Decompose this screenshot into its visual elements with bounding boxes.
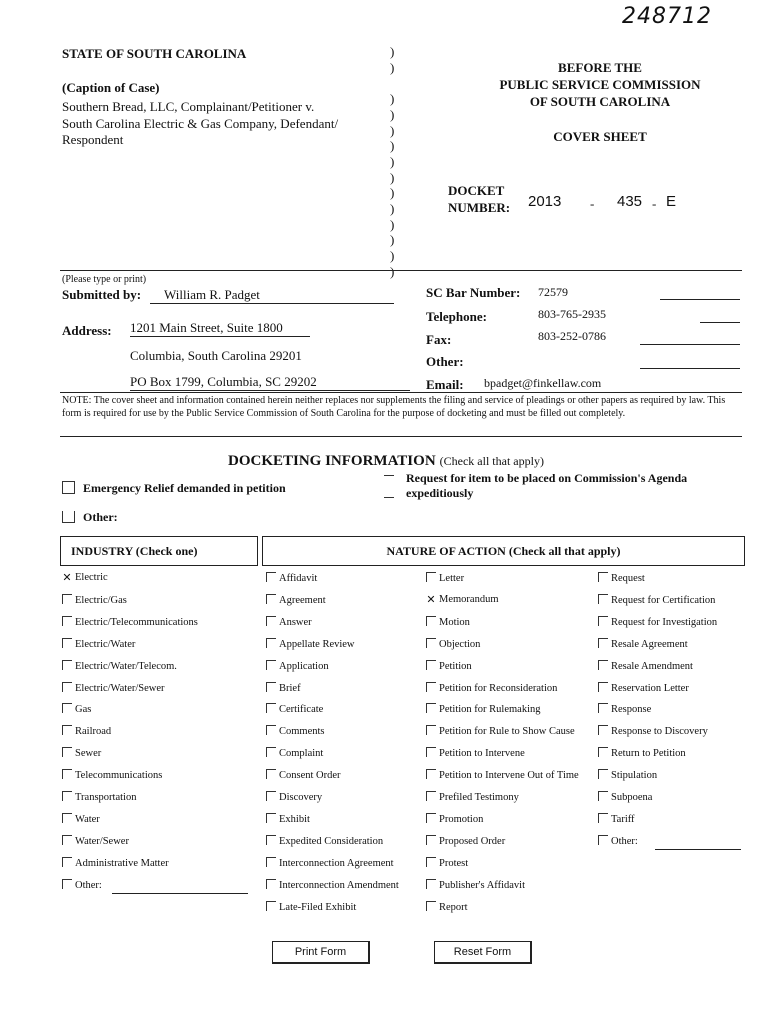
emergency-relief-checkbox[interactable] <box>62 481 75 494</box>
nature-label: Memorandum <box>439 593 499 605</box>
nature-checkbox[interactable] <box>426 703 436 713</box>
industry-option-electric-water-sewer[interactable] <box>62 682 165 694</box>
nature-option-reservation-letter[interactable] <box>598 682 689 694</box>
docket-separator: - <box>652 196 657 211</box>
nature-label: Prefiled Testimony <box>439 792 519 803</box>
nature-header: NATURE OF ACTION (Check all that apply) <box>386 544 621 558</box>
industry-option-electric-gas[interactable] <box>62 594 127 606</box>
nature-checkbox[interactable] <box>426 572 436 582</box>
nature-option-discovery[interactable] <box>266 791 322 803</box>
docketing-other-option[interactable]: Other: <box>62 510 118 525</box>
industry-option-transportation[interactable] <box>62 791 136 803</box>
nature-label: Motion <box>439 616 470 628</box>
industry-label: Electric/Gas <box>75 594 127 606</box>
nature-label: Resale Agreement <box>611 638 688 650</box>
nature-label: Interconnection Agreement <box>279 857 394 869</box>
nature-checkbox[interactable] <box>598 769 608 779</box>
docketing-other-checkbox[interactable] <box>62 511 75 523</box>
nature-checkbox[interactable] <box>598 572 608 582</box>
parenthesis-column: ) ) ) ) ) ) ) ) ) ) ) ) ) ) <box>390 44 395 279</box>
industry-label: Electric/Telecommunications <box>75 616 198 628</box>
nature-checkbox[interactable] <box>598 835 608 845</box>
other-contact-label: Other: <box>426 354 464 369</box>
submitted-by-label: Submitted by: <box>62 287 142 302</box>
nature-checkbox[interactable] <box>598 725 608 735</box>
nature-checkbox[interactable] <box>598 747 608 757</box>
industry-option-other[interactable] <box>62 879 102 891</box>
nature-checkbox[interactable] <box>266 835 276 845</box>
industry-label: Electric/Water/Sewer <box>75 682 165 694</box>
nature-option-affidavit[interactable] <box>266 572 317 584</box>
nature-label: Tariff <box>611 813 635 825</box>
nature-label: Complaint <box>279 748 324 760</box>
industry-checkbox[interactable] <box>62 813 72 823</box>
sc-bar-field[interactable]: 72579 <box>538 285 568 299</box>
nature-label: Resale Amendment <box>611 660 693 672</box>
nature-option-exhibit[interactable] <box>266 813 310 825</box>
industry-checkbox[interactable] <box>62 879 72 889</box>
nature-option-petition-to-intervene[interactable] <box>426 747 525 759</box>
nature-label: Agreement <box>279 594 326 606</box>
nature-label: Expedited Consideration <box>279 835 384 847</box>
industry-option-electric-water-telecom[interactable] <box>62 660 177 672</box>
nature-label: Petition to Intervene <box>439 748 525 760</box>
nature-checkbox[interactable] <box>426 747 436 757</box>
docket-type[interactable]: E <box>666 193 677 210</box>
nature-option-objection[interactable] <box>426 638 480 650</box>
nature-label: Promotion <box>439 813 484 825</box>
nature-option-response-to-discovery[interactable] <box>598 725 708 737</box>
industry-label: Railroad <box>75 726 112 738</box>
nature-checkbox[interactable] <box>266 857 276 867</box>
telephone-field[interactable]: 803-765-2935 <box>538 307 606 321</box>
nature-option-answer[interactable] <box>266 616 312 628</box>
caption-line: Southern Bread, LLC, Complainant/Petitioner v. <box>62 99 315 114</box>
nature-label: Petition <box>439 660 472 672</box>
nature-option-petition-for-rulemaking[interactable] <box>426 703 541 715</box>
nature-checkbox[interactable] <box>598 638 608 648</box>
nature-checkbox[interactable]: ✕ <box>426 592 436 606</box>
nature-option-request-for-investigation[interactable] <box>598 616 717 628</box>
nature-checkbox[interactable] <box>598 616 608 626</box>
nature-checkbox[interactable] <box>266 572 276 582</box>
industry-checkbox[interactable] <box>62 791 72 801</box>
nature-checkbox[interactable] <box>266 682 276 692</box>
state-title: STATE OF SOUTH CAROLINA <box>62 46 247 61</box>
industry-checkbox[interactable] <box>62 594 72 604</box>
nature-option-consent-order[interactable] <box>266 769 341 781</box>
industry-option-electric-water[interactable] <box>62 638 135 650</box>
industry-option-administrative-matter[interactable] <box>62 857 169 869</box>
cover-sheet-title: COVER SHEET <box>553 129 647 144</box>
nature-option-other[interactable] <box>598 835 638 847</box>
nature-label: Petition for Reconsideration <box>439 682 558 694</box>
nature-label: Request for Certification <box>611 594 716 606</box>
nature-option-prefiled-testimony[interactable] <box>426 791 519 803</box>
nature-label: Discovery <box>279 792 323 803</box>
address-line-2[interactable]: Columbia, South Carolina 29201 <box>130 348 302 363</box>
nature-option-response[interactable] <box>598 703 651 715</box>
nature-option-subpoena[interactable] <box>598 791 652 803</box>
industry-checkbox[interactable] <box>62 682 72 692</box>
industry-label: Gas <box>75 704 92 716</box>
nature-checkbox[interactable] <box>598 660 608 670</box>
caption-label: (Caption of Case) <box>62 80 160 95</box>
nature-checkbox[interactable] <box>598 594 608 604</box>
nature-checkbox[interactable] <box>598 813 608 823</box>
nature-checkbox[interactable] <box>266 791 276 801</box>
industry-checkbox[interactable] <box>62 638 72 648</box>
nature-label: Report <box>439 901 468 913</box>
before-the: BEFORE THE <box>558 60 642 75</box>
nature-label: Certificate <box>279 704 324 716</box>
address-label: Address: <box>62 323 112 338</box>
nature-checkbox[interactable] <box>426 791 436 801</box>
nature-label: Other: <box>611 835 638 847</box>
fax-label: Fax: <box>426 332 452 347</box>
agenda-request-option[interactable]: Request for item to be placed on Commission's Agenda expeditiously <box>384 471 687 501</box>
nature-option-motion[interactable] <box>426 616 470 628</box>
nature-checkbox[interactable] <box>598 682 608 692</box>
nature-option-return-to-petition[interactable] <box>598 747 686 759</box>
nature-checkbox[interactable] <box>426 638 436 648</box>
nature-label: Affidavit <box>279 573 318 584</box>
industry-option-railroad[interactable] <box>62 725 111 737</box>
industry-option-electric-telecommunications[interactable] <box>62 616 198 628</box>
nature-option-request[interactable] <box>598 572 645 584</box>
email-field[interactable]: bpadget@finkellaw.com <box>484 376 602 390</box>
docket-year[interactable]: 2013 <box>528 193 562 210</box>
handwritten-docket-number: 248712 <box>622 4 712 29</box>
nature-checkbox[interactable] <box>426 813 436 823</box>
nature-checkbox[interactable] <box>598 791 608 801</box>
nature-option-protest[interactable] <box>426 857 468 869</box>
nature-label: Response to Discovery <box>611 726 708 738</box>
nature-option-interconnection-agreement[interactable] <box>266 857 394 869</box>
nature-header-box <box>262 536 745 566</box>
industry-checkbox[interactable] <box>62 703 72 713</box>
nature-checkbox[interactable] <box>598 703 608 713</box>
nature-checkbox[interactable] <box>426 857 436 867</box>
docket-number[interactable]: 435 <box>617 193 643 210</box>
fax-field[interactable]: 803-252-0786 <box>538 329 606 343</box>
nature-label: Petition for Rulemaking <box>439 704 541 716</box>
nature-label: Consent Order <box>279 770 341 782</box>
nature-checkbox[interactable] <box>266 747 276 757</box>
nature-option-appellate-review[interactable] <box>266 638 355 650</box>
industry-checkbox[interactable] <box>62 835 72 845</box>
nature-label: Appellate Review <box>279 638 355 650</box>
nature-checkbox[interactable] <box>266 638 276 648</box>
cover-sheet-note: NOTE: The cover sheet and information contained herein neither replaces nor supplements the filing and service of pleadings or other papers as required by law. This form is required for use by the Public Service Commission of South Carolina for the purpose of docketing and must be filled out completely. <box>62 395 726 419</box>
nature-option-expedited-consideration[interactable] <box>266 835 383 847</box>
industry-checkbox[interactable] <box>62 769 72 779</box>
nature-checkbox[interactable] <box>426 901 436 911</box>
industry-label: Transportation <box>75 792 137 803</box>
industry-header-box <box>60 536 258 566</box>
docketing-info-heading: DOCKETING INFORMATION (Check all that apply) <box>228 453 544 469</box>
commission-state: OF SOUTH CAROLINA <box>529 94 671 109</box>
nature-label: Request <box>611 573 645 584</box>
nature-checkbox[interactable] <box>266 594 276 604</box>
industry-option-gas[interactable] <box>62 703 91 715</box>
nature-label: Brief <box>279 682 301 694</box>
industry-label: Electric <box>75 572 108 583</box>
nature-option-letter[interactable] <box>426 572 464 584</box>
nature-option-brief[interactable] <box>266 682 301 694</box>
nature-option-complaint[interactable] <box>266 747 323 759</box>
nature-label: Subpoena <box>611 792 653 803</box>
nature-option-certificate[interactable] <box>266 703 323 715</box>
nature-label: Reservation Letter <box>611 682 689 694</box>
industry-checkbox[interactable]: ✕ <box>62 571 72 584</box>
nature-label: Return to Petition <box>611 748 686 760</box>
industry-checkbox[interactable] <box>62 747 72 757</box>
nature-label: Proposed Order <box>439 835 506 847</box>
nature-option-memorandum[interactable] <box>426 594 499 605</box>
nature-checkbox[interactable] <box>426 682 436 692</box>
nature-option-proposed-order[interactable] <box>426 835 505 847</box>
nature-label: Request for Investigation <box>611 616 718 628</box>
nature-option-interconnection-amendment[interactable] <box>266 879 399 891</box>
industry-option-water-sewer[interactable] <box>62 835 129 847</box>
nature-checkbox[interactable] <box>426 769 436 779</box>
please-type-note: (Please type or print) <box>62 274 147 285</box>
nature-label: Exhibit <box>279 813 310 825</box>
nature-label: Protest <box>439 857 469 869</box>
industry-label: Electric/Water/Telecom. <box>75 660 177 672</box>
industry-label: Administrative Matter <box>75 857 169 869</box>
nature-checkbox[interactable] <box>266 769 276 779</box>
industry-label: Telecommunications <box>75 770 163 782</box>
nature-option-petition-for-rule-to-show-cause[interactable] <box>426 725 575 737</box>
nature-option-stipulation[interactable] <box>598 769 657 781</box>
nature-option-petition-to-intervene-out-of-time[interactable] <box>426 769 579 781</box>
docket-label: DOCKET <box>448 183 505 198</box>
address-line-3[interactable]: PO Box 1799, Columbia, SC 29202 <box>130 374 410 391</box>
submitted-by-field[interactable]: William R. Padget <box>150 287 394 304</box>
caption-line: Respondent <box>62 132 124 147</box>
nature-checkbox[interactable] <box>426 725 436 735</box>
commission-name: PUBLIC SERVICE COMMISSION <box>499 77 701 92</box>
industry-label: Water/Sewer <box>75 835 129 847</box>
nature-checkbox[interactable] <box>426 616 436 626</box>
nature-label: Stipulation <box>611 770 658 782</box>
sc-bar-label: SC Bar Number: <box>426 285 521 300</box>
industry-label: Electric/Water <box>75 638 136 650</box>
nature-checkbox[interactable] <box>266 879 276 889</box>
nature-label: Late-Filed Exhibit <box>279 901 357 913</box>
nature-checkbox[interactable] <box>266 703 276 713</box>
address-line-1[interactable]: 1201 Main Street, Suite 1800 <box>130 320 310 337</box>
nature-checkbox[interactable] <box>426 879 436 889</box>
nature-option-petition-for-reconsideration[interactable] <box>426 682 557 694</box>
docket-separator: - <box>590 196 595 211</box>
nature-checkbox[interactable] <box>266 660 276 670</box>
nature-checkbox[interactable] <box>266 616 276 626</box>
nature-checkbox[interactable] <box>426 660 436 670</box>
nature-option-resale-amendment[interactable] <box>598 660 693 672</box>
industry-label: Sewer <box>75 748 102 760</box>
nature-label: Petition to Intervene Out of Time <box>439 770 579 782</box>
nature-option-application[interactable] <box>266 660 329 672</box>
industry-option-water[interactable] <box>62 813 100 825</box>
email-label: Email: <box>426 377 464 392</box>
nature-option-report[interactable] <box>426 901 468 913</box>
case-caption <box>62 99 338 149</box>
industry-checkbox[interactable] <box>62 616 72 626</box>
nature-checkbox[interactable] <box>426 835 436 845</box>
nature-option-request-for-certification[interactable] <box>598 594 715 606</box>
nature-option-late-filed-exhibit[interactable] <box>266 901 356 913</box>
industry-header: INDUSTRY (Check one) <box>71 544 198 558</box>
industry-checkbox[interactable] <box>62 857 72 867</box>
industry-label: Water <box>75 813 100 825</box>
nature-label: Interconnection Amendment <box>279 879 399 891</box>
nature-label: Letter <box>439 573 465 584</box>
nature-label: Comments <box>279 726 325 738</box>
telephone-label: Telephone: <box>426 309 487 324</box>
caption-line: South Carolina Electric & Gas Company, Defendant/ <box>62 115 339 131</box>
nature-checkbox[interactable] <box>266 813 276 823</box>
nature-checkbox[interactable] <box>266 901 276 911</box>
reset-form-button[interactable]: Reset Form <box>434 941 532 964</box>
nature-label: Objection <box>439 638 481 650</box>
nature-label: Petition for Rule to Show Cause <box>439 726 575 738</box>
industry-checkbox[interactable] <box>62 660 72 670</box>
nature-label: Application <box>279 660 329 672</box>
nature-label: Response <box>611 704 652 716</box>
nature-label: Publisher's Affidavit <box>439 879 525 891</box>
nature-option-comments[interactable] <box>266 725 325 737</box>
docket-number-label: NUMBER: <box>448 200 511 215</box>
industry-option-telecommunications[interactable] <box>62 769 162 781</box>
print-form-button[interactable]: Print Form <box>272 941 370 964</box>
nature-option-petition[interactable] <box>426 660 472 672</box>
nature-option-publisher-s-affidavit[interactable] <box>426 879 525 891</box>
nature-label: Answer <box>279 616 312 628</box>
industry-option-electric[interactable] <box>62 572 108 583</box>
nature-option-promotion[interactable] <box>426 813 483 825</box>
nature-option-agreement[interactable] <box>266 594 326 606</box>
nature-option-tariff[interactable] <box>598 813 635 825</box>
nature-checkbox[interactable] <box>266 725 276 735</box>
industry-option-sewer[interactable] <box>62 747 101 759</box>
industry-checkbox[interactable] <box>62 725 72 735</box>
nature-option-resale-agreement[interactable] <box>598 638 688 650</box>
industry-label: Other: <box>75 879 102 891</box>
emergency-relief-option[interactable]: Emergency Relief demanded in petition <box>62 481 286 496</box>
